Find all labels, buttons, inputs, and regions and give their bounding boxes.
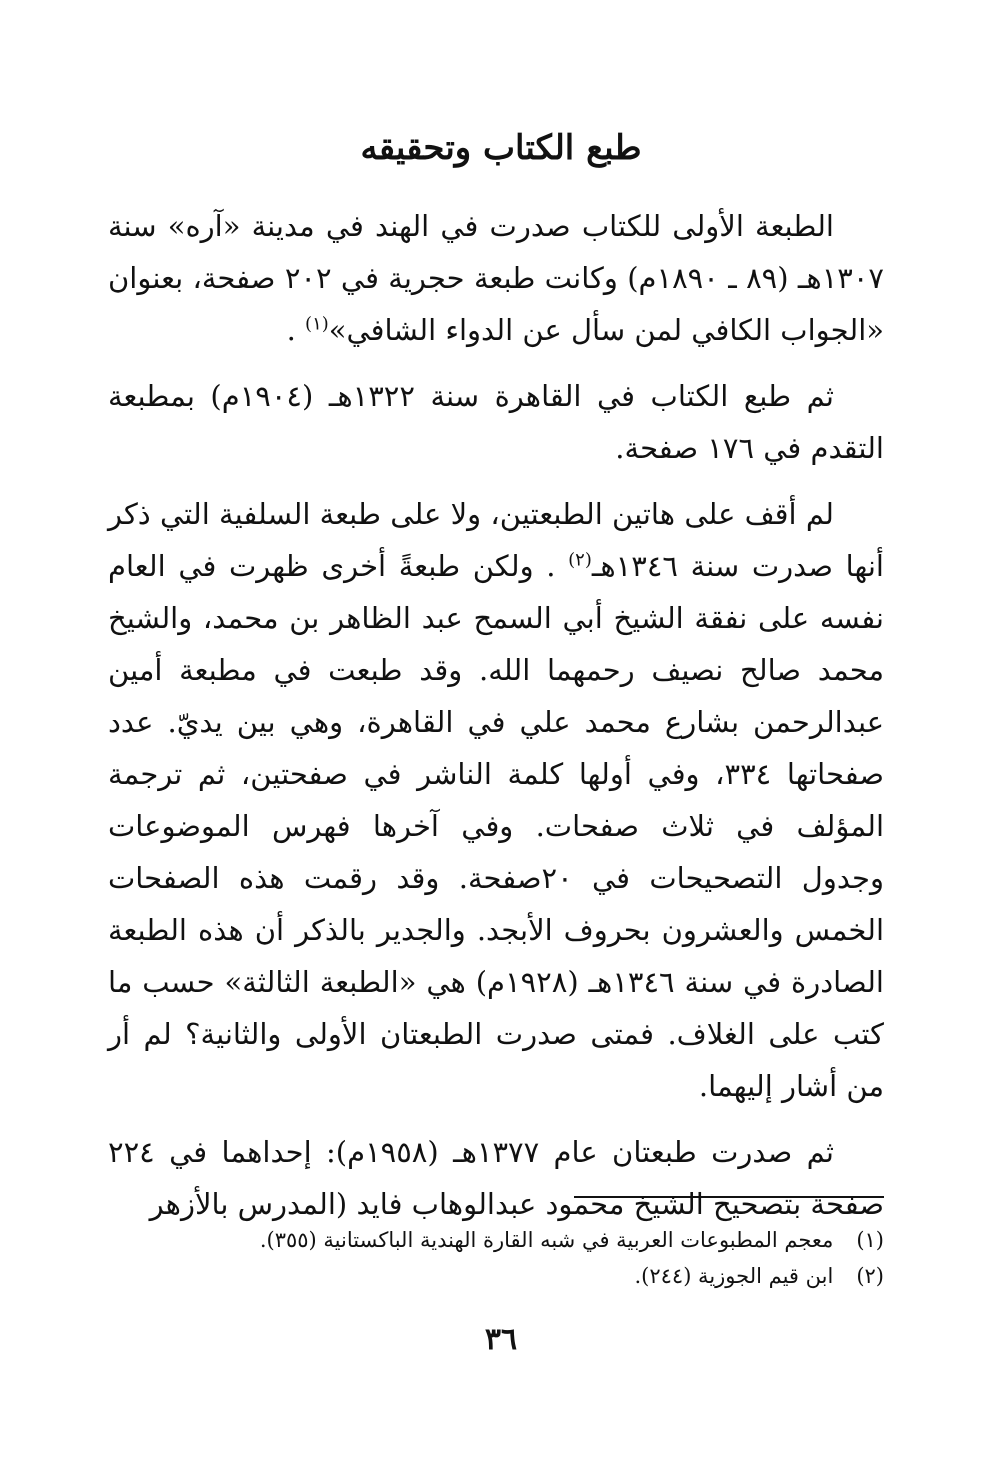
paragraph-first-edition: [108, 200, 884, 356]
footnote-number: (١): [856, 1228, 884, 1252]
footnote-divider: [574, 1196, 884, 1198]
main-text: [108, 200, 884, 1244]
footnote-item: [108, 1222, 884, 1258]
footnote-number: (٢): [856, 1264, 884, 1288]
paragraph-1958-editions: ثم صدرت طبعتان عام ١٣٧٧هـ (١٩٥٨م): إحداهما في ٢٢٤ صفحة بتصحيح الشيخ محمود عبدالوهاب فايد (المدرس بالأزهر: [108, 1135, 884, 1221]
footnote-marker: (١): [305, 313, 329, 335]
footnote-item: [108, 1258, 884, 1294]
paragraph-text: لم أقف على هاتين الطبعتين، ولا على طبعة السلفية التي ذكر أنها صدرت سنة ١٣٤٦هـ: [108, 497, 884, 583]
footnote-text: معجم المطبوعات العربية في شبه القارة الهندية الباكستانية (٣٥٥).: [259, 1228, 834, 1252]
paragraph-cairo-edition: ثم طبع الكتاب في القاهرة سنة ١٣٢٢هـ (١٩٠٤م) بمطبعة التقدم في ١٧٦ صفحة.: [108, 379, 884, 465]
page-number: ٣٦: [484, 1322, 518, 1357]
footnotes: [108, 1222, 884, 1294]
footnote-text: ابن قيم الجوزية (٢٤٤).: [634, 1264, 834, 1288]
paragraph-text-end: . ولكن طبعةً أخرى ظهرت في العام نفسه على نفقة الشيخ أبي السمح عبد الظاهر بن محمد، والشيخ محمد صالح نصيف رحمهما الله. وقد طبعت في مطبعة أمين عبدالرحمن بشارع محمد علي في القاهرة، وهي بين يديّ. عدد صفحاتها ٣٣٤، وفي أولها كلمة الناشر في صفحتين، ثم ترجمة المؤلف في ثلاث صفحات. وفي آخرها فهرس الموضوعات وجدول التصحيحات في ٢٠صفحة. وقد رقمت هذه الصفحات الخمس والعشرون بحروف الأبجد. والجدير بالذكر أن هذه الطبعة الصادرة في سنة ١٣٤٦هـ (١٩٢٨م) هي «الطبعة الثالثة» حسب ما كتب على الغلاف. فمتى صدرت الطبعتان الأولى والثانية؟ لم أر من أشار إليهما.: [108, 549, 884, 1103]
footnote-marker: (٢): [568, 549, 592, 571]
paragraph-third-edition: [108, 488, 884, 1112]
paragraph-text: الطبعة الأولى للكتاب صدرت في الهند في مدينة «آره» سنة ١٣٠٧هـ (٨٩ ـ ١٨٩٠م) وكانت طبعة حجرية في ٢٠٢ صفحة، بعنوان «الجواب الكافي لمن سأل عن الدواء الشافي»: [108, 209, 884, 347]
page-title: طبع الكتاب وتحقيقه: [360, 128, 642, 168]
paragraph-text-end: .: [286, 313, 306, 347]
